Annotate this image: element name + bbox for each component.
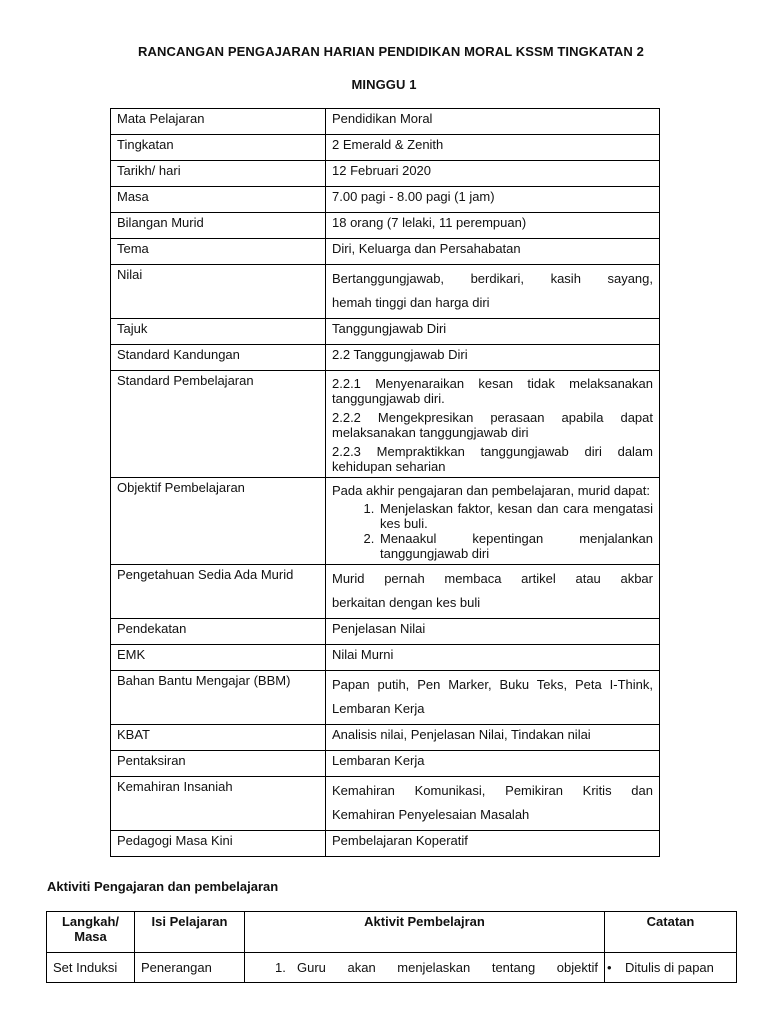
row-label: Tema — [111, 239, 326, 265]
table-row — [111, 239, 660, 265]
row-value — [326, 671, 660, 725]
note-text: Ditulis di papan — [625, 960, 714, 975]
column-header: Isi Pelajaran — [135, 912, 245, 953]
row-value: 2.2 Tanggungjawab Diri — [326, 345, 660, 371]
table-row — [111, 187, 660, 213]
table-row — [111, 725, 660, 751]
table-row — [111, 478, 660, 565]
row-label: Tingkatan — [111, 135, 326, 161]
row-value: Lembaran Kerja — [326, 751, 660, 777]
row-value: Pembelajaran Koperatif — [326, 831, 660, 857]
row-value — [326, 565, 660, 619]
row-value — [326, 371, 660, 478]
table-row — [111, 751, 660, 777]
table-row — [111, 213, 660, 239]
list-number: 1. — [275, 960, 286, 975]
objective-item: 1. Menjelaskan faktor, kesan dan cara mengatasi kes buli. — [378, 501, 653, 531]
row-value: Pendidikan Moral — [326, 109, 660, 135]
row-label: Objektif Pembelajaran — [111, 478, 326, 565]
table-row — [111, 777, 660, 831]
lesson-info-table — [110, 108, 660, 857]
row-label: Bahan Bantu Mengajar (BBM) — [111, 671, 326, 725]
row-value: 2 Emerald & Zenith — [326, 135, 660, 161]
row-value — [326, 777, 660, 831]
objective-intro: Pada akhir pengajaran dan pembelajaran, murid dapat: — [332, 483, 650, 498]
row-label: Tajuk — [111, 319, 326, 345]
row-value — [326, 478, 660, 565]
row-value — [326, 265, 660, 319]
value-line: Papan putih, Pen Marker, Buku Teks, Peta I-Think, — [332, 677, 653, 692]
table-cell — [245, 953, 605, 983]
activity-table — [46, 911, 737, 983]
value-line: berkaitan dengan kes buli — [332, 595, 481, 610]
objective-list — [332, 501, 653, 561]
table-row — [111, 371, 660, 478]
table-row — [111, 265, 660, 319]
row-label: Kemahiran Insaniah — [111, 777, 326, 831]
row-label: Standard Kandungan — [111, 345, 326, 371]
row-value: 7.00 pagi - 8.00 pagi (1 jam) — [326, 187, 660, 213]
value-line: hemah tinggi dan harga diri — [332, 295, 490, 310]
table-row — [111, 319, 660, 345]
row-value: 18 orang (7 lelaki, 11 perempuan) — [326, 213, 660, 239]
row-value: 12 Februari 2020 — [326, 161, 660, 187]
document-title: RANCANGAN PENGAJARAN HARIAN PENDIDIKAN MORAL KSSM TINGKATAN 2 — [138, 44, 644, 59]
table-row — [111, 109, 660, 135]
row-value: Nilai Murni — [326, 645, 660, 671]
week-title: MINGGU 1 — [351, 77, 417, 92]
row-value: Tanggungjawab Diri — [326, 319, 660, 345]
table-row — [111, 645, 660, 671]
table-row — [111, 831, 660, 857]
column-header: Aktivit Pembelajran — [245, 912, 605, 953]
objective-item: 2. Menaakul kepentingan menjalankan tanggungjawab diri — [378, 531, 653, 561]
learning-standard-item: 2.2.2 Mengekpresikan perasaan apabila dapat melaksanakan tanggungjawab diri — [332, 410, 653, 440]
table-cell: Penerangan — [135, 953, 245, 983]
bullet-icon: • — [607, 960, 612, 975]
activity-text: Guru akan menjelaskan tentang objektif — [297, 960, 598, 975]
table-row — [111, 619, 660, 645]
row-label: Nilai — [111, 265, 326, 319]
table-row — [111, 565, 660, 619]
table-row — [111, 671, 660, 725]
table-header-row — [47, 912, 737, 953]
table-cell: Set Induksi — [47, 953, 135, 983]
activity-heading: Aktiviti Pengajaran dan pembelajaran — [47, 879, 279, 894]
value-line: Kemahiran Komunikasi, Pemikiran Kritis dan — [332, 783, 653, 798]
value-line: Kemahiran Penyelesaian Masalah — [332, 807, 530, 822]
table-row — [111, 345, 660, 371]
row-label: Masa — [111, 187, 326, 213]
row-label: Mata Pelajaran — [111, 109, 326, 135]
row-label: Pendekatan — [111, 619, 326, 645]
learning-standard-item: 2.2.3 Mempraktikkan tanggungjawab diri dalam kehidupan seharian — [332, 444, 653, 474]
table-row — [47, 953, 737, 983]
row-label: EMK — [111, 645, 326, 671]
table-row — [111, 161, 660, 187]
learning-standard-item: 2.2.1 Menyenaraikan kesan tidak melaksanakan tanggungjawab diri. — [332, 376, 653, 406]
row-label: Pedagogi Masa Kini — [111, 831, 326, 857]
row-label: Pentaksiran — [111, 751, 326, 777]
row-label: Pengetahuan Sedia Ada Murid — [111, 565, 326, 619]
row-label: Tarikh/ hari — [111, 161, 326, 187]
column-header: Langkah/ Masa — [47, 912, 135, 953]
value-line: Lembaran Kerja — [332, 701, 425, 716]
row-label: Bilangan Murid — [111, 213, 326, 239]
row-label: KBAT — [111, 725, 326, 751]
table-cell — [605, 953, 737, 983]
table-row — [111, 135, 660, 161]
column-header: Catatan — [605, 912, 737, 953]
row-label: Standard Pembelajaran — [111, 371, 326, 478]
row-value: Diri, Keluarga dan Persahabatan — [326, 239, 660, 265]
value-line: Bertanggungjawab, berdikari, kasih sayang, — [332, 271, 653, 286]
row-value: Analisis nilai, Penjelasan Nilai, Tindakan nilai — [326, 725, 660, 751]
row-value: Penjelasan Nilai — [326, 619, 660, 645]
value-line: Murid pernah membaca artikel atau akbar — [332, 571, 653, 586]
